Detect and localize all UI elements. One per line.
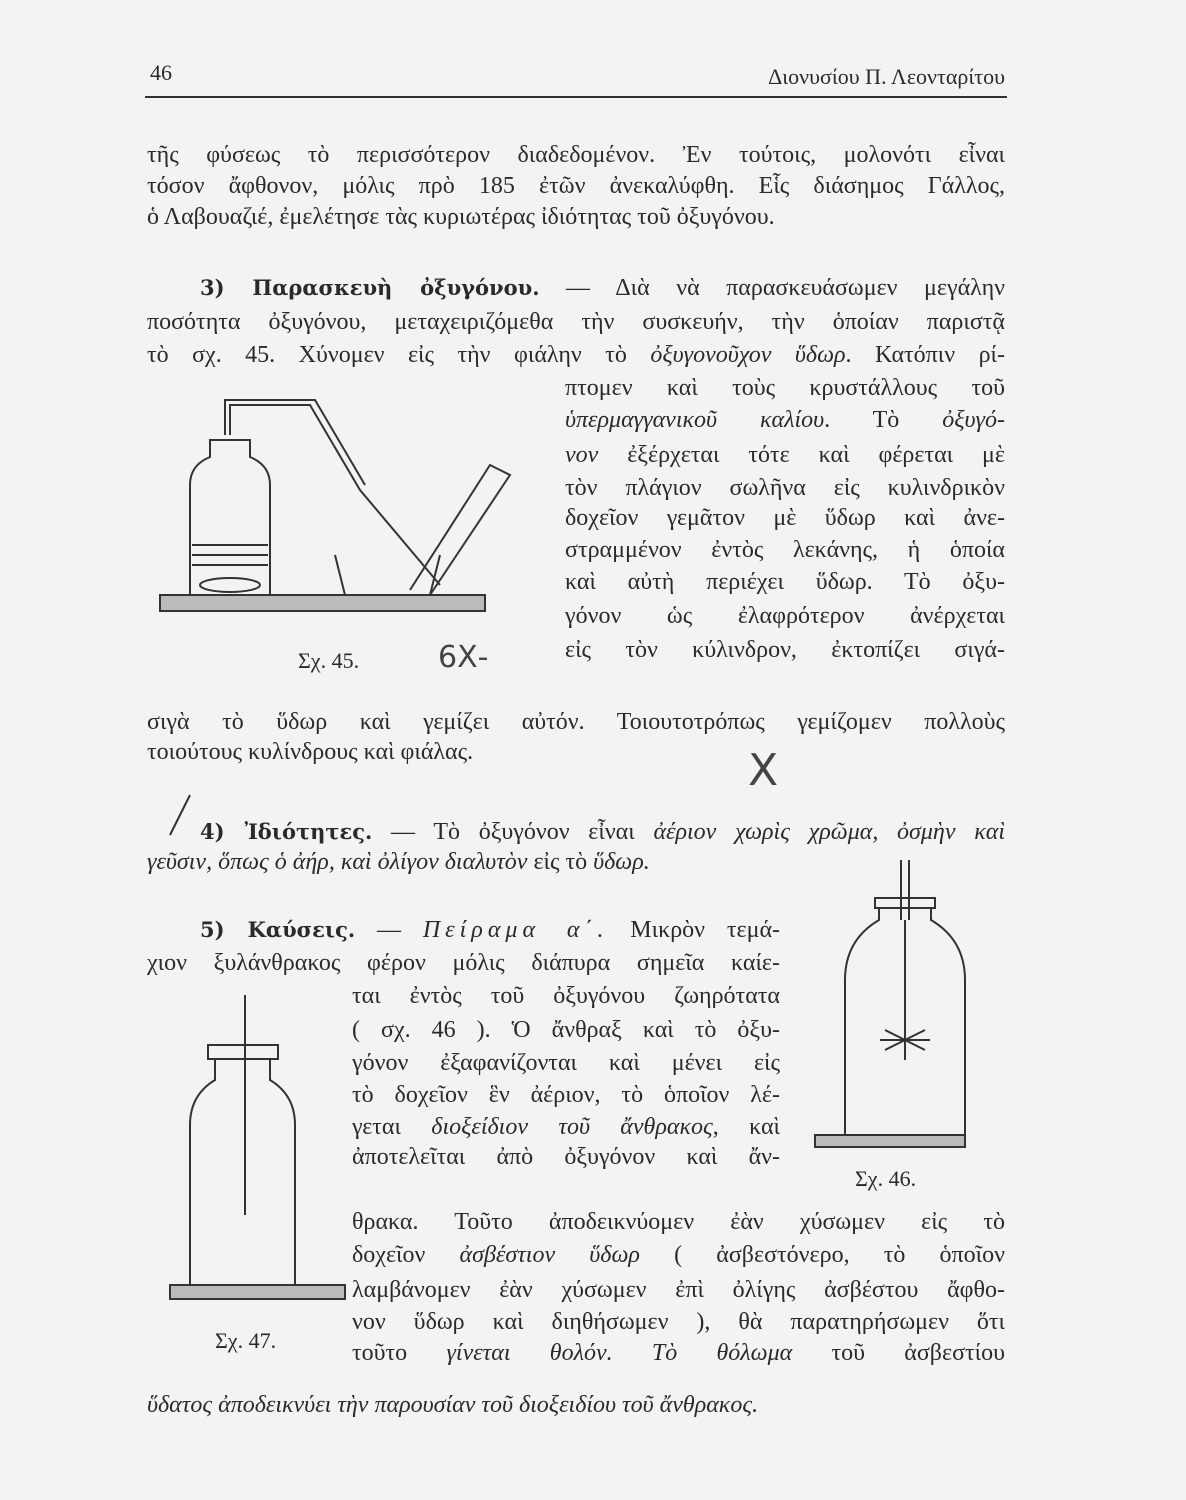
text-segment: ( σχ. 46 ). Ὁ ἄνθραξ καὶ τὸ ὀξυ- <box>352 1017 780 1043</box>
text-line <box>565 373 1005 403</box>
text-segment: ὁ Λαβουαζιέ, ἐμελέτησε τὰς κυριωτέρας ἰδιότητας τοῦ ὀξυγόνου. <box>147 204 775 230</box>
text-segment: 5) Καύσεις. <box>200 917 356 942</box>
text-line <box>147 707 1005 737</box>
header-rule <box>145 96 1007 98</box>
text-segment: 3) Παρασκευὴ ὀξυγόνου. <box>200 275 540 300</box>
margin-mark <box>165 795 195 835</box>
handwritten-check-mark: X <box>748 745 779 796</box>
text-segment: ἐξέρχεται τότε καὶ φέρεται μὲ <box>598 442 1005 468</box>
text-segment: ἀποτελεῖται ἀπὸ ὀξυγόνον καὶ ἄν- <box>352 1144 780 1170</box>
text-segment: ἀέριον χωρὶς χρῶμα, ὀσμὴν καὶ <box>653 819 1005 845</box>
figure-45-oxygen-apparatus <box>160 395 490 625</box>
text-line <box>352 1207 1005 1237</box>
text-segment: τὸ δοχεῖον ἓν ἀέριον, τὸ ὁποῖον λέ- <box>352 1082 780 1108</box>
text-line <box>147 202 1005 232</box>
text-segment: τοῦ ἀσβεστίου <box>792 1340 1006 1366</box>
text-line <box>565 635 1005 665</box>
text-segment: τόσον ἄφθονον, μόλις πρὸ 185 ἐτῶν ἀνεκαλύφθη. Εἷς διάσημος Γάλλος, <box>147 173 1005 199</box>
text-segment: γίνεται θολόν. Τὸ θόλωμα <box>446 1340 793 1366</box>
text-segment: Μικρὸν τεμά- <box>608 917 781 943</box>
text-line <box>565 405 1005 435</box>
text-line <box>352 1112 780 1142</box>
page-number: 46 <box>150 60 172 85</box>
text-line <box>565 567 1005 597</box>
text-segment: — <box>355 917 423 943</box>
figure-45-caption: Σχ. 45. <box>298 648 360 673</box>
text-segment: λαμβάνομεν ἐὰν χύσωμεν ἐπὶ ὀλίγης ἀσβέστου ἄφθο- <box>352 1277 1005 1303</box>
text-line <box>352 1142 780 1172</box>
text-line <box>352 1307 1005 1337</box>
figure-47-bottle <box>170 995 350 1305</box>
text-segment: τῆς φύσεως τὸ περισσότερον διαδεδομένον. Ἐν τούτοις, μολονότι εἶναι <box>147 142 1005 168</box>
figure-47-caption: Σχ. 47. <box>215 1328 277 1353</box>
text-segment: ὕδατος ἀποδεικνύει τὴν παρουσίαν τοῦ διοξειδίου τοῦ ἄνθρακος. <box>147 1392 759 1418</box>
text-segment: γεῦσιν, ὅπως ὁ ἀήρ, καὶ ὀλίγον διαλυτὸν <box>147 849 528 875</box>
text-line <box>147 948 780 978</box>
text-segment: ( ἀσβεστόνερο, τὸ ὁποῖον <box>639 1242 1005 1268</box>
text-segment: . Κατόπιν ρί- <box>845 342 1005 368</box>
figure-46-caption: Σχ. 46. <box>855 1166 917 1191</box>
text-line <box>565 535 1005 565</box>
text-line <box>565 601 1005 631</box>
text-segment: εἰς τὸ <box>527 849 594 875</box>
text-line <box>352 1240 1005 1270</box>
text-segment: δοχεῖον γεμᾶτον μὲ ὕδωρ καὶ ἀνε- <box>565 505 1005 531</box>
text-segment: εἰς τὸν κύλινδρον, ἐκτοπίζει σιγά- <box>565 637 1005 663</box>
text-segment: ἀσβέστιον ὕδωρ <box>459 1242 640 1268</box>
text-segment: τοιούτους κυλίνδρους καὶ φιάλας. <box>147 739 474 765</box>
text-segment: — Τὸ ὀξυγόνον εἶναι <box>372 819 654 845</box>
text-segment: σιγὰ τὸ ὕδωρ καὶ γεμίζει αὐτόν. Τοιουτοτρόπως γεμίζομεν πολλοὺς <box>147 709 1005 735</box>
section-heading-line <box>200 915 780 945</box>
text-segment: δοχεῖον <box>352 1242 460 1268</box>
text-segment: νον <box>565 442 599 468</box>
text-segment: ποσότητα ὀξυγόνου, μεταχειριζόμεθα τὴν συσκευήν, τὴν ὁποίαν παριστᾷ <box>147 309 1005 335</box>
text-segment: διοξείδιον τοῦ ἄνθρακος <box>431 1114 713 1140</box>
text-segment: τοῦτο <box>352 1340 447 1366</box>
text-segment: θρακα. Τοῦτο ἀποδεικνύομεν ἐὰν χύσωμεν εἰς τὸ <box>352 1209 1005 1235</box>
text-segment: πτομεν καὶ τοὺς κρυστάλλους τοῦ <box>565 375 1005 401</box>
text-line <box>565 473 1005 503</box>
text-segment: ται ἐντὸς τοῦ ὀξυγόνου ζωηρότατα <box>352 983 780 1009</box>
text-segment: γεται <box>352 1114 432 1140</box>
text-segment: ὕδωρ. <box>593 849 650 875</box>
text-line <box>147 1390 1005 1420</box>
text-line <box>565 503 1005 533</box>
text-segment: — Διὰ νὰ παρασκευάσωμεν μεγάλην <box>539 275 1005 301</box>
text-line <box>565 440 1005 470</box>
text-line <box>352 981 780 1011</box>
text-segment: ὀξυγό- <box>942 407 1005 433</box>
handwritten-note: 6Χ- <box>438 640 489 675</box>
text-segment: γόνον ἐξαφανίζονται καὶ μένει εἰς <box>352 1050 780 1076</box>
text-segment: στραμμένον ἐντὸς λεκάνης, ἡ ὁποία <box>565 537 1005 563</box>
section-heading-line <box>200 273 1005 303</box>
text-line <box>147 307 1005 337</box>
text-line <box>352 1338 1005 1368</box>
text-line <box>147 340 1005 370</box>
text-line <box>352 1080 780 1110</box>
text-segment: καὶ αὐτὴ περιέχει ὕδωρ. Τὸ ὀξυ- <box>565 569 1005 595</box>
text-segment: τὸ σχ. 45. Χύνομεν εἰς τὴν φιάλην τὸ <box>147 342 651 368</box>
running-head: Διονυσίου Π. Λεονταρίτου <box>768 64 1005 89</box>
text-segment: χιον ξυλάνθρακος φέρον μόλις διάπυρα σημεῖα καίε- <box>147 950 780 976</box>
text-line <box>352 1048 780 1078</box>
text-line <box>352 1275 1005 1305</box>
section-heading-line <box>200 817 1005 847</box>
text-line <box>352 1015 780 1045</box>
text-line <box>147 737 1005 767</box>
text-segment: Πείραμα α΄. <box>422 917 609 943</box>
text-segment: , καὶ <box>712 1114 780 1140</box>
text-segment: . Τὸ <box>824 407 943 433</box>
text-segment: ὀξυγονοῦχον ὕδωρ <box>650 342 846 368</box>
text-segment: ὑπερμαγγανικοῦ καλίου <box>565 407 825 433</box>
text-segment: τὸν πλάγιον σωλῆνα εἰς κυλινδρικὸν <box>565 475 1005 501</box>
text-segment: νον ὕδωρ καὶ διηθήσωμεν ), θὰ παρατηρήσωμεν ὅτι <box>352 1309 1005 1335</box>
figure-46-burning-charcoal <box>815 860 965 1150</box>
text-segment: 4) Ἰδιότητες. <box>200 819 373 844</box>
text-segment: γόνον ὡς ἐλαφρότερον ἀνέρχεται <box>565 603 1005 629</box>
text-line <box>147 171 1005 201</box>
text-line <box>147 140 1005 170</box>
